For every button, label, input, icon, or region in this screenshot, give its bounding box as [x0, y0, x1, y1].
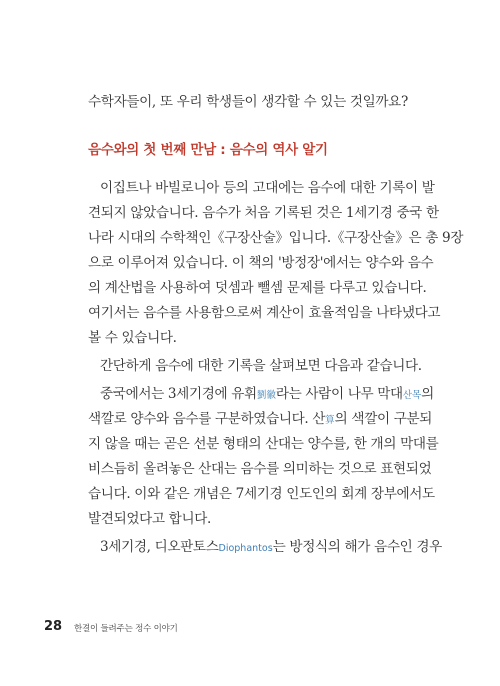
hanja-gloss-san: 算 [325, 415, 335, 426]
paragraph-1-line-2: 견되지 않았습니다. 음수가 처음 기록된 것은 1세기경 중국 한 [88, 205, 439, 221]
paragraph-3-line-1-text-a: 중국에서는 3세기경에 유휘 [100, 386, 257, 402]
paragraph-1-line-1: 이집트나 바빌로니아 등의 고대에는 음수에 대한 기록이 발 [100, 180, 435, 196]
intro-line: 수학자들이, 또 우리 학생들이 생각할 수 있는 것일까요? [88, 94, 408, 110]
paragraph-3-line-2-text-b: 의 색깔이 구분되 [334, 411, 433, 427]
paragraph-3-line-3: 지 않을 때는 곧은 선분 형태의 산대는 양수를, 한 개의 막대를 [88, 436, 439, 452]
paragraph-3-line-2 [88, 409, 432, 431]
paragraph-4-line-1-text-b: 는 방정식의 해가 음수인 경우 [272, 539, 442, 555]
paragraph-1-line-5: 의 계산법을 사용하여 덧셈과 뺄셈 문제를 다루고 있습니다. [88, 280, 427, 296]
book-title: 한결이 들려주는 정수 이야기 [74, 624, 178, 634]
paragraph-3-line-1-text-b: 라는 사람이 나무 막대 [275, 386, 403, 402]
paragraph-1-line-3: 나라 시대의 수학책인《구장산술》입니다.《구장산술》은 총 9장 [88, 230, 464, 246]
paragraph-2-line-1: 간단하게 음수에 대한 기록을 살펴보면 다음과 같습니다. [100, 358, 422, 374]
paragraph-1-line-7: 볼 수 있습니다. [88, 330, 177, 346]
paragraph-3-line-5: 습니다. 이와 같은 개념은 7세기경 인도인의 회계 장부에서도 [88, 486, 435, 502]
paragraph-3-line-4: 비스듬히 올려놓은 산대는 음수를 의미하는 것으로 표현되었 [88, 461, 432, 477]
page-number: 28 [44, 619, 63, 634]
hanja-gloss-liu-hui: 劉徽 [256, 390, 276, 401]
paragraph-3-line-2-text-a: 색깔로 양수와 음수를 구분하였습니다. 산 [88, 411, 326, 427]
paragraph-3-line-1 [100, 384, 434, 406]
gloss-sanmok: 산목 [402, 390, 422, 401]
paragraph-1-line-4: 으로 이루어져 있습니다. 이 책의 '방정장'에서는 양수와 음수 [88, 255, 434, 271]
paragraph-1-line-6: 여기서는 음수를 사용함으로써 계산이 효율적임을 나타냈다고 [88, 305, 441, 321]
paragraph-4-line-1-text-a: 3세기경, 디오판토스 [100, 539, 219, 555]
paragraph-3-line-6: 발견되었다고 합니다. [88, 511, 211, 527]
paragraph-3-line-1-text-c: 의 [421, 386, 434, 402]
gloss-diophantos: Diophantos [218, 543, 273, 554]
section-heading: 음수와의 첫 번째 만남 : 음수의 역사 알기 [88, 142, 328, 158]
paragraph-4-line-1 [100, 537, 442, 559]
